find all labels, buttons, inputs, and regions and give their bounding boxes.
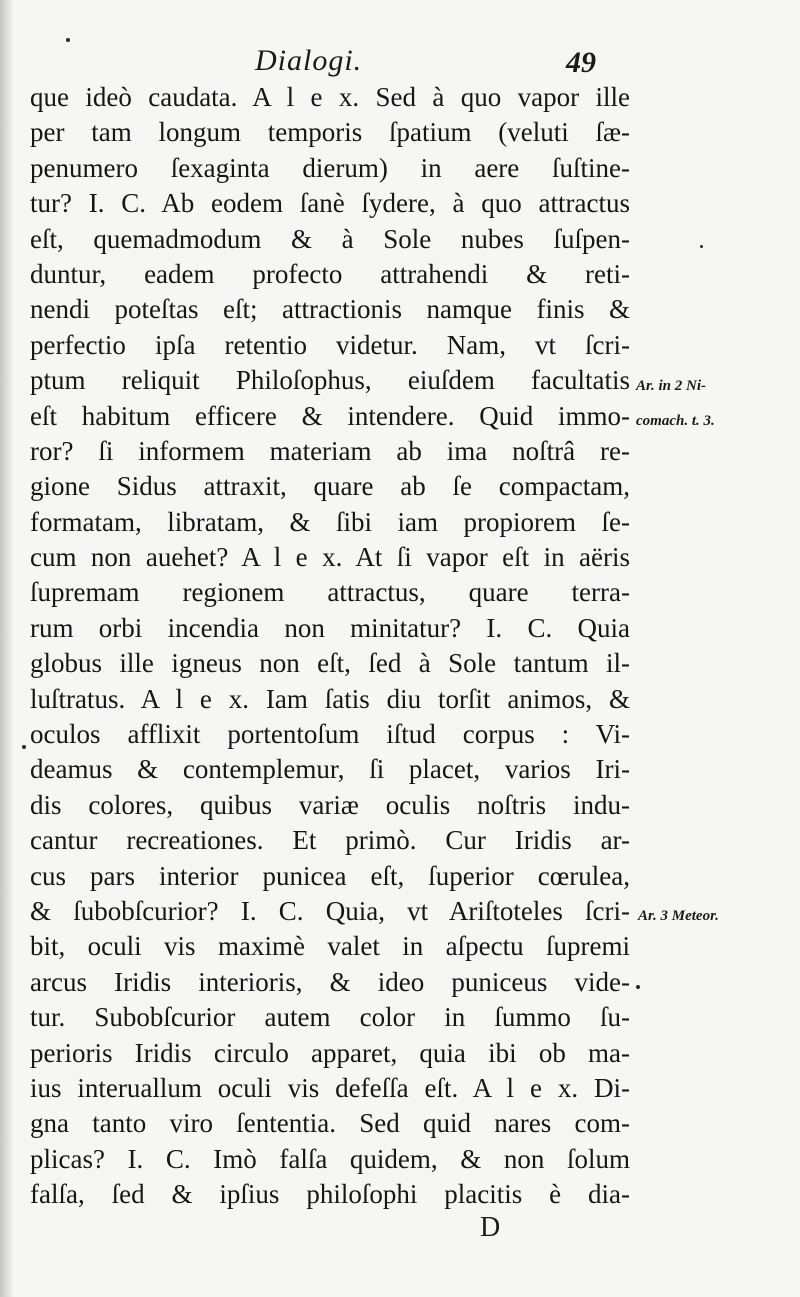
text-line: rum orbi incendia non minitatur? I. C. Quia [30, 612, 630, 643]
text-line: nendi poteſtas eſt; attractionis namque finis & [30, 294, 630, 325]
text-line: cantur recreationes. Et primò. Cur Iridis ar- [30, 825, 630, 856]
text-line: tur. Subobſcurior autem color in ſummo ſu- [30, 1002, 630, 1033]
text-line: gione Sidus attraxit, quare ab ſe compactam, [30, 471, 630, 502]
signature-mark: D [480, 1212, 501, 1243]
text-line: penumero ſexaginta dierum) in aere ſuſtine- [30, 152, 630, 183]
text-line: per tam longum temporis ſpatium (veluti ſæ- [30, 117, 630, 148]
text-line: bit, oculi vis maximè valet in aſpectu ſupremi [30, 931, 630, 962]
text-line: duntur, eadem profecto attrahendi & reti- [30, 258, 630, 289]
text-line: cum non auehet? A l e x. At ſi vapor eſt in aëris [30, 542, 630, 573]
text-line: ptum reliquit Philoſophus, eiuſdem facultatis [30, 365, 630, 396]
text-line: eſt habitum efficere & intendere. Quid immo- [30, 400, 630, 431]
text-line: deamus & contemplemur, ſi placet, varios Iri- [30, 754, 630, 785]
text-line: perfectio ipſa retentio videtur. Nam, vt ſcri- [30, 329, 630, 360]
gutter-shadow [0, 0, 14, 1297]
text-line: tur? I. C. Ab eodem ſanè ſydere, à quo attractus [30, 188, 630, 219]
text-line: arcus Iridis interioris, & ideo puniceus vide- [30, 966, 630, 997]
text-line: oculos afflixit portentoſum iſtud corpus : Vi- [30, 719, 630, 750]
text-line: cus pars interior punicea eſt, ſuperior cœrulea, [30, 860, 630, 891]
text-line: plicas? I. C. Imò falſa quidem, & non ſolum [30, 1143, 630, 1174]
text-line: globus ille igneus non eſt, ſed à Sole tantum il- [30, 648, 630, 679]
text-line: dis colores, quibus variæ oculis noſtris indu- [30, 789, 630, 820]
text-line: & ſubobſcurior? I. C. Quia, vt Ariſtoteles ſcri- [30, 895, 630, 926]
text-line: falſa, ſed & ipſius philoſophi placitis è dia- [30, 1179, 630, 1210]
text-line: que ideò caudata. A l e x. Sed à quo vapor ille [30, 82, 630, 112]
text-line: gna tanto viro ſententia. Sed quid nares com- [30, 1108, 630, 1139]
margin-note: Ar. in 2 Ni- [636, 378, 707, 394]
text-line: ſupremam regionem attractus, quare terra- [30, 577, 630, 608]
text-line: eſt, quemadmodum & à Sole nubes ſuſpen- [30, 223, 630, 254]
ink-speck [636, 985, 640, 989]
ink-speck [66, 38, 70, 42]
body-text [30, 80, 630, 1213]
text-line: perioris Iridis circulo apparet, quia ibi ob ma- [30, 1037, 630, 1068]
margin-note: comach. t. 3. [636, 413, 715, 429]
text-line: ius interuallum oculi vis defeſſa eſt. A l e x. Di- [30, 1072, 630, 1103]
page-number: 49 [566, 46, 596, 79]
ink-speck [22, 745, 26, 749]
text-line: formatam, libratam, & ſibi iam propiorem ſe- [30, 506, 630, 537]
ink-speck [700, 245, 703, 248]
text-line: ror? ſi informem materiam ab ima noſtrâ re- [30, 435, 630, 466]
text-line: luſtratus. A l e x. Iam ſatis diu torſit animos, & [30, 683, 630, 714]
running-head: Dialogi. [255, 44, 363, 77]
margin-note: Ar. 3 Meteor. [638, 908, 719, 924]
